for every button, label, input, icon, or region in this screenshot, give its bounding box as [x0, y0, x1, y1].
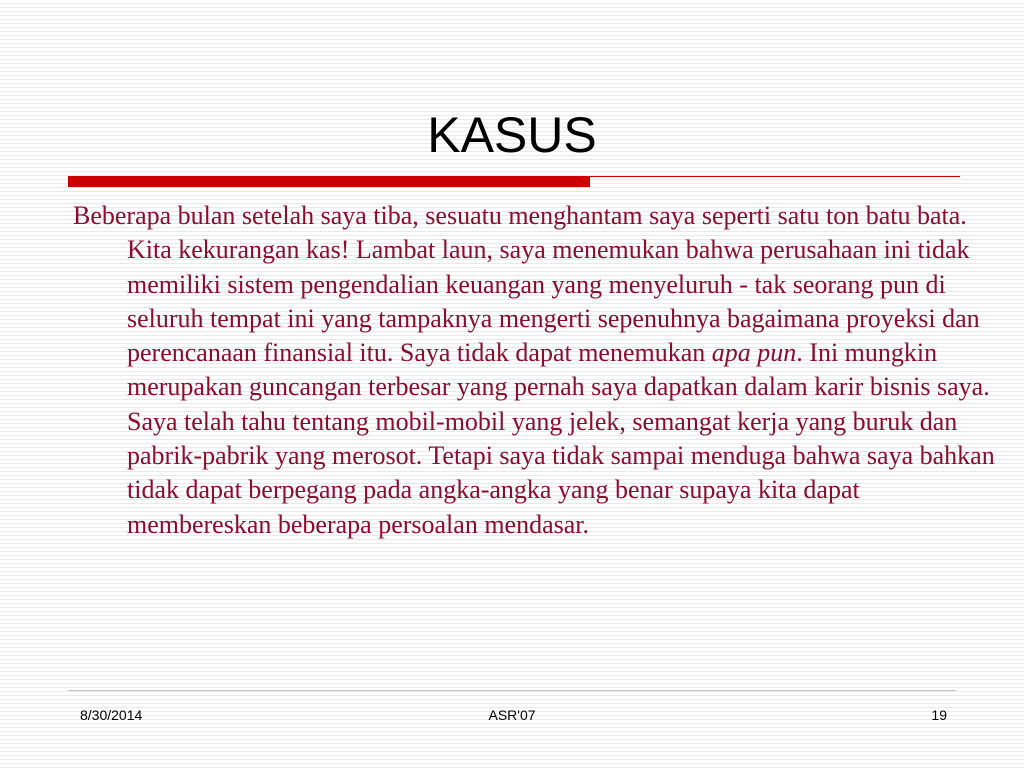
- body-text-part-1: Beberapa bulan setelah saya tiba, sesuatu menghantam saya seperti satu ton batu bata. Kita kekurangan kas! Lambat laun, saya menemukan bahwa perusahaan ini tidak memiliki sistem pengendalian keuangan yang menyeluruh - tak seorang pun di seluruh tempat ini yang tampaknya mengerti sepenuhnya bagaimana proyeksi dan perencanaan finansial itu. Saya tidak dapat menemukan: [73, 201, 980, 368]
- footer-divider: [68, 690, 956, 691]
- footer-page-number: 19: [931, 707, 947, 723]
- title-underline-thin: [590, 176, 960, 177]
- footer-date: 8/30/2014: [80, 707, 143, 723]
- title-underline-thick: [68, 176, 590, 187]
- body-text-part-2: . Ini mungkin merupakan guncangan terbesar yang pernah saya dapatkan dalam karir bisnis saya. Saya telah tahu tentang mobil-mobil yang jelek, semangat kerja yang buruk dan pabrik-pabrik yang merosot. Tetapi saya tidak sampai menduga bahwa saya bahkan tidak dapat berpegang pada angka-angka yang benar supaya kita dapat membereskan beberapa persoalan mendasar.: [127, 338, 995, 539]
- body-text-emphasis: apa pun: [711, 338, 797, 368]
- body-paragraph: [73, 199, 1007, 542]
- slide-title: KASUS: [427, 107, 597, 163]
- footer-center-text: ASR'07: [488, 707, 536, 723]
